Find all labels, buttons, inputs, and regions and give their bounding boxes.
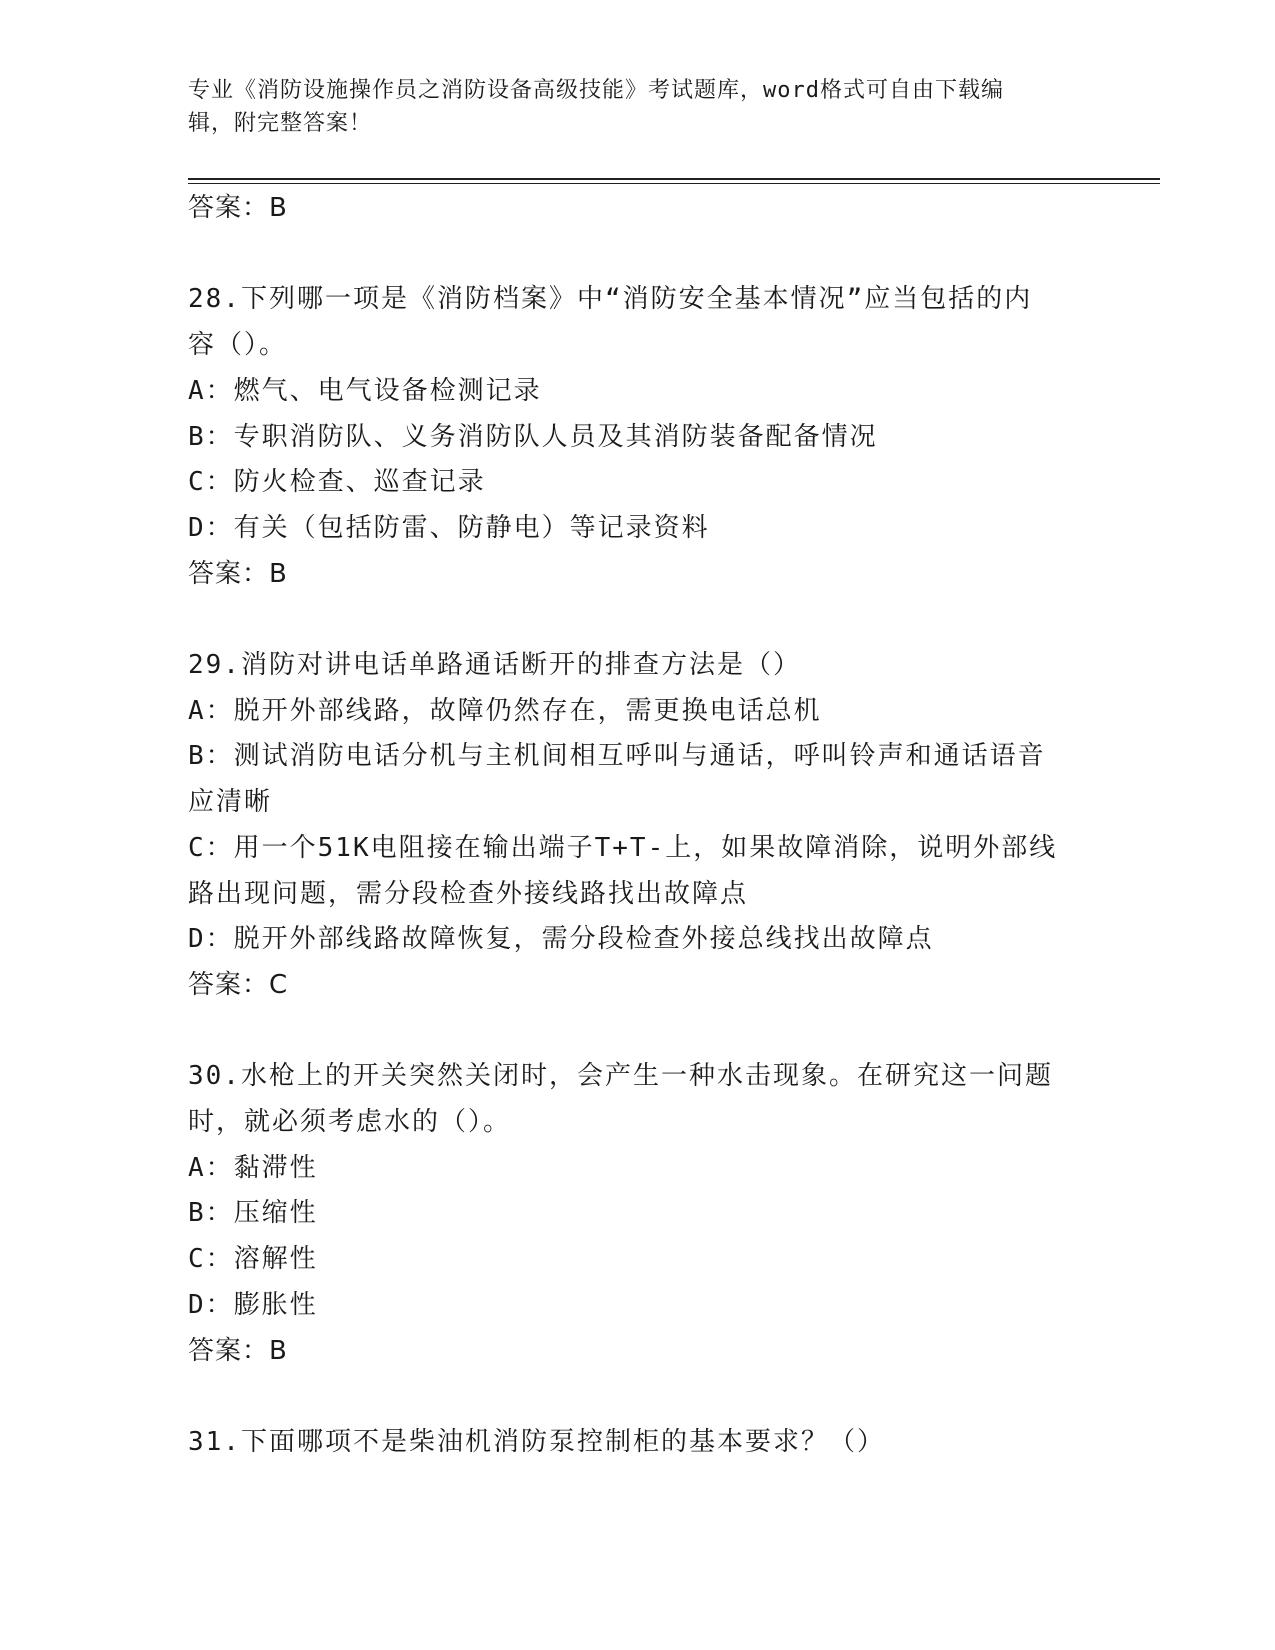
option-c: C：溶解性 <box>188 1244 318 1275</box>
header-line-2: 辑，附完整答案！ <box>188 111 373 136</box>
question-text: 28.下列哪一项是《消防档案》中“消防安全基本情况”应当包括的内 <box>188 284 1033 315</box>
question-text: 容（）。 <box>188 330 288 361</box>
spacer <box>188 1009 1088 1055</box>
option-b: B：压缩性 <box>188 1198 318 1229</box>
spacer <box>188 1374 1088 1420</box>
question-text: 时，就必须考虑水的（）。 <box>188 1107 512 1138</box>
option-d: D：膨胀性 <box>188 1289 318 1320</box>
option-c: C：用一个51K电阻接在输出端子T+T-上，如果故障消除，说明外部线 <box>188 832 1058 863</box>
answer-28: 答案：B <box>188 558 288 589</box>
answer-30: 答案：B <box>188 1335 288 1366</box>
question-text: 31.下面哪项不是柴油机消防泵控制柜的基本要求？（） <box>188 1426 885 1457</box>
option-b-continued: 应清晰 <box>188 787 273 818</box>
spacer <box>188 232 1088 278</box>
spacer <box>188 597 1088 643</box>
option-a: A：黏滞性 <box>188 1152 318 1183</box>
question-text: 30.水枪上的开关突然关闭时，会产生一种水击现象。在研究这一问题 <box>188 1061 1053 1092</box>
option-c-continued: 路出现问题，需分段检查外接线路找出故障点 <box>188 878 749 909</box>
question-30 <box>188 1054 1088 1374</box>
option-d: D：脱开外部线路故障恢复，需分段检查外接总线找出故障点 <box>188 924 934 955</box>
header-rule-thin <box>188 183 1160 184</box>
question-text: 29.消防对讲电话单路通话断开的排查方法是（） <box>188 650 801 680</box>
page-header <box>188 74 1088 140</box>
option-d: D：有关（包括防雷、防静电）等记录资料 <box>188 512 710 543</box>
question-31 <box>188 1420 1088 1466</box>
option-a: A：燃气、电气设备检测记录 <box>188 375 542 406</box>
option-c: C：防火检查、巡查记录 <box>188 467 486 498</box>
option-a: A：脱开外部线路，故障仍然存在，需更换电话总机 <box>188 695 822 726</box>
document-body <box>188 186 1088 1466</box>
option-b: B：专职消防队、义务消防队人员及其消防装备配备情况 <box>188 421 878 452</box>
answer-29: 答案：C <box>188 969 289 1000</box>
question-29 <box>188 643 1088 1009</box>
header-line-1: 专业《消防设施操作员之消防设备高级技能》考试题库，word格式可自由下载编 <box>188 78 1004 103</box>
answer-27: 答案：B <box>188 193 288 223</box>
option-b: B：测试消防电话分机与主机间相互呼叫与通话，呼叫铃声和通话语音 <box>188 741 1046 772</box>
header-rule-thick <box>188 178 1160 180</box>
question-28 <box>188 277 1088 597</box>
